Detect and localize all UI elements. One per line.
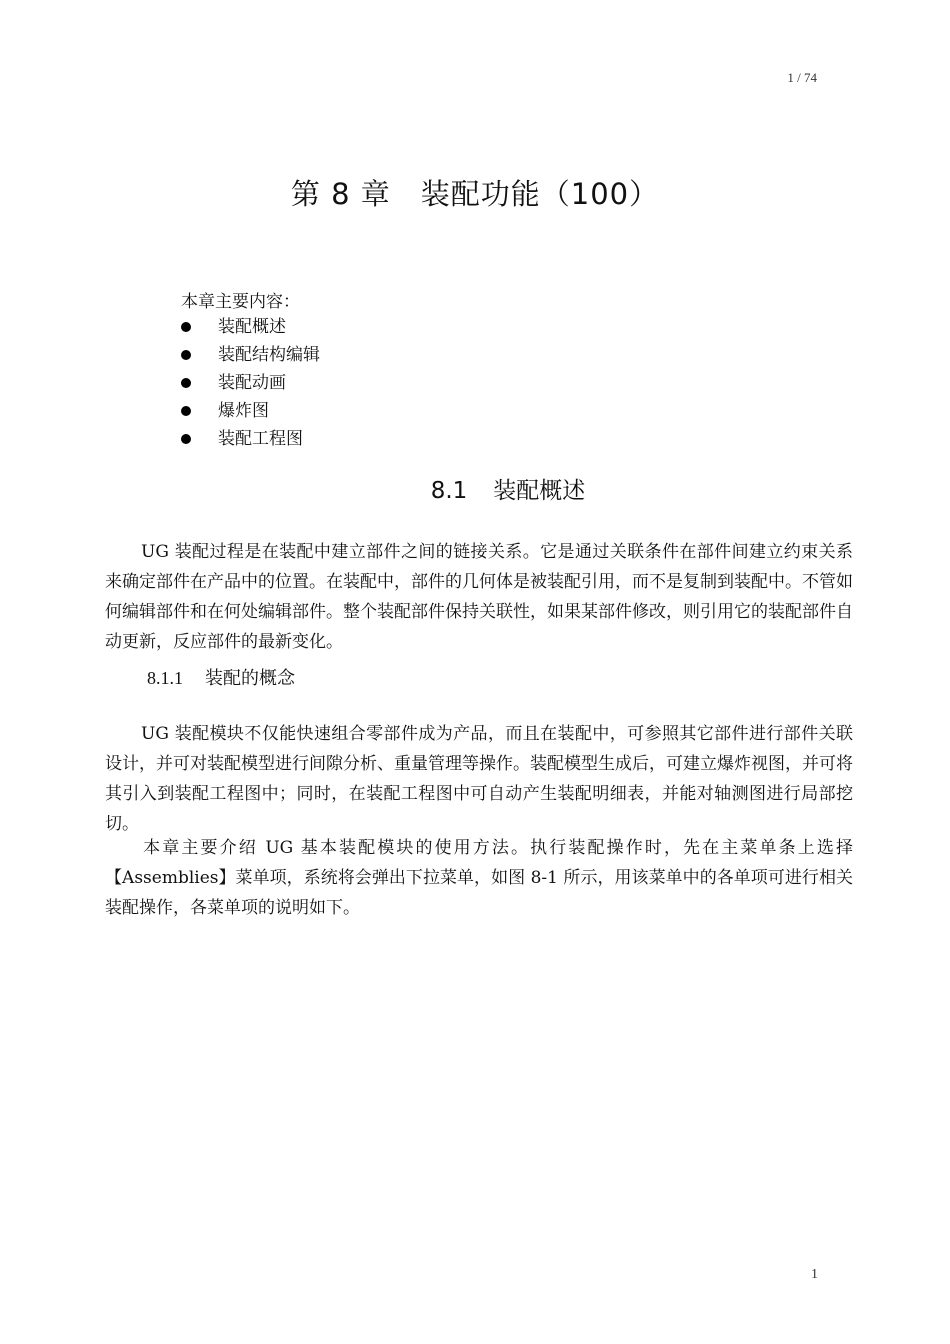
list-item (181, 369, 320, 397)
paragraph-text: 本章主要介绍 UG 基本装配模块的使用方法。执行装配操作时，先在主菜单条上选择【Assemblies】菜单项，系统将会弹出下拉菜单，如图 8-1 所示，用该菜单中的各单项可进行相关装配操作，各菜单项的说明如下。 (105, 838, 853, 918)
list-item-label: 装配概述 (218, 317, 286, 337)
list-item (181, 397, 320, 425)
page-counter: 1 / 74 (787, 70, 817, 85)
chapter-title: 第 8 章 装配功能（100） (290, 177, 660, 211)
chapter-contents-label: 本章主要内容： (181, 292, 300, 312)
list-item-label: 装配工程图 (218, 429, 303, 449)
list-item (181, 425, 320, 453)
bullet-icon (181, 406, 191, 416)
subsection-paragraph-2 (105, 833, 853, 923)
paragraph-text: UG 装配模块不仅能快速组合零部件成为产品，而且在装配中，可参照其它部件进行部件关联设计，并可对装配模型进行间隙分析、重量管理等操作。装配模型生成后，可建立爆炸视图，并可将其引入到装配工程图中；同时，在装配工程图中可自动产生装配明细表，并能对轴测图进行局部挖切。 (105, 724, 853, 834)
list-item-label: 装配结构编辑 (218, 345, 320, 365)
subsection-title: 装配的概念 (205, 668, 295, 689)
subsection-heading (147, 664, 295, 690)
section-heading (0, 472, 950, 505)
list-item (181, 341, 320, 369)
bullet-icon (181, 322, 191, 332)
list-item-label: 装配动画 (218, 373, 286, 393)
list-item (181, 313, 320, 341)
page-number: 1 (811, 1267, 818, 1282)
section-title: 装配概述 (493, 478, 586, 504)
section-paragraph (105, 537, 853, 657)
section-number: 8.1 (430, 478, 468, 504)
bullet-icon (181, 378, 191, 388)
chapter-contents-list (181, 313, 320, 453)
bullet-icon (181, 350, 191, 360)
paragraph-text: UG 装配过程是在装配中建立部件之间的链接关系。它是通过关联条件在部件间建立约束关系来确定部件在产品中的位置。在装配中，部件的几何体是被装配引用，而不是复制到装配中。不管如何编辑部件和在何处编辑部件。整个装配部件保持关联性，如果某部件修改，则引用它的装配部件自动更新，反应部件的最新变化。 (105, 542, 853, 652)
subsection-paragraph-1 (105, 719, 853, 839)
list-item-label: 爆炸图 (218, 401, 269, 421)
bullet-icon (181, 434, 191, 444)
subsection-number: 8.1.1 (147, 668, 183, 688)
